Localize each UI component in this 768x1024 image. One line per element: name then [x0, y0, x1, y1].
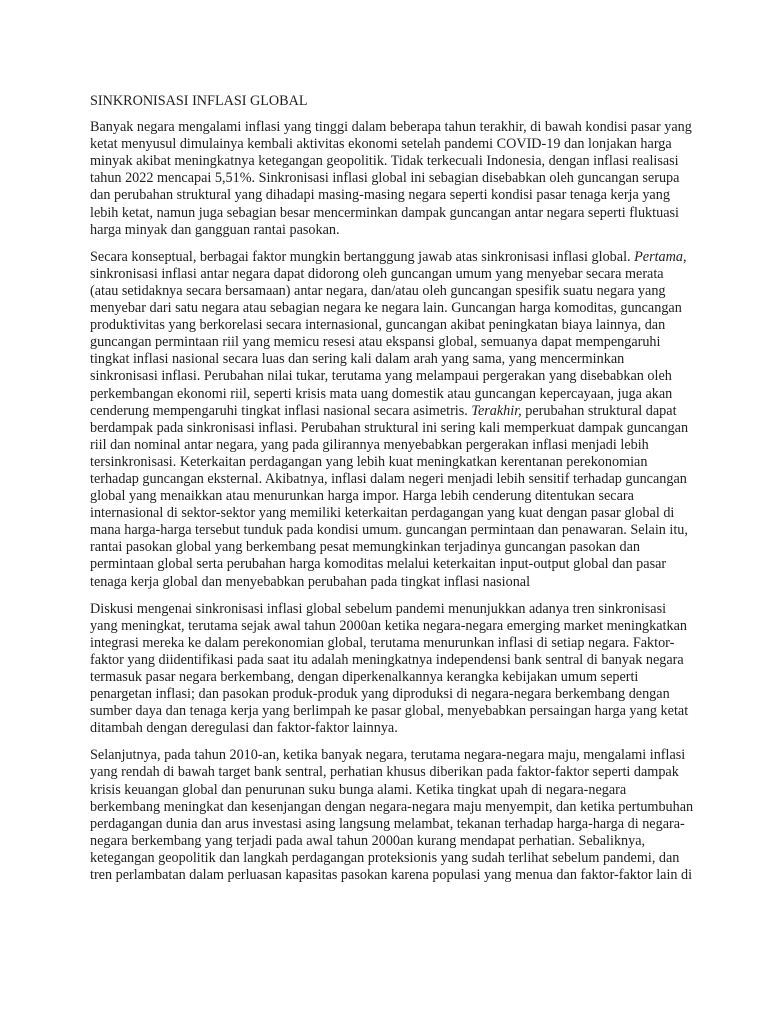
text-line: Selanjutnya, pada tahun 2010-an, ketika banyak negara, terutama negara-negara maju, mengalami inflasi [90, 747, 686, 764]
text-line [90, 403, 690, 420]
text-line: tersinkronisasi. Keterkaitan perdagangan yang lebih kuat meningkatkan kerentanan perekonomian [90, 453, 648, 470]
text-line: berkembang meningkat dan kesenjangan dengan negara-negara maju menyempit, dan ketika pertumbuhan [90, 798, 694, 815]
text-line: krisis keuangan global dan penurunan suku bunga alami. Ketika tingkat upah di negara-negara [90, 781, 627, 798]
text-segment: , [682, 248, 687, 265]
text-line: sumber daya dan tenaga kerja yang berlimpah ke pasar global, menyebabkan persaingan harga yang ketat [90, 703, 689, 720]
text-line: yang rendah di bawah target bank sentral, perhatian khusus diberikan pada faktor-faktor seperti dampak [90, 764, 679, 781]
text-segment: Secara konseptual, berbagai faktor mungkin bertanggung jawab atas sinkronisasi inflasi global. [90, 248, 631, 265]
paragraph-3 [90, 601, 690, 738]
text-line: integrasi mereka ke dalam perekonomian global, terutama menurunkan inflasi di setiap negara. Faktor- [90, 634, 675, 651]
text-line: perkembangan ekonomi riil, seperti krisis mata uang domestik atau guncangan kepercayaan, juga akan [90, 385, 673, 402]
text-line: sinkronisasi inflasi antar negara dapat didorong oleh guncangan umum yang menyebar secara merata [90, 265, 664, 282]
text-line: yang meningkat, terutama sejak awal tahun 2000an ketika negara-negara emerging market meningkatkan [90, 617, 687, 634]
text-line: harga minyak dan gangguan rantai pasokan. [90, 221, 340, 238]
text-line: ditambah dengan deregulasi dan faktor-faktor lainnya. [90, 720, 398, 737]
text-line: produktivitas yang berkorelasi secara internasional, guncangan akibat peningkatan biaya lainnya, dan [90, 317, 666, 334]
text-line: riil dan nominal antar negara, yang pada gilirannya menyebabkan pergerakan inflasi menjadi lebih [90, 436, 649, 453]
text-line: rantai pasokan global yang berkembang pesat memungkinkan terjadinya guncangan pasokan dan [90, 539, 640, 556]
text-line: lebih ketat, namun juga sebagian besar mencerminkan dampak guncangan antar negara seperti fluktuasi [90, 204, 679, 221]
paragraph-2 [90, 249, 690, 591]
text-segment: perubahan struktural dapat [525, 402, 677, 419]
italic-terakhir: Terakhir, [471, 402, 522, 419]
text-segment: cenderung mempengaruhi tingkat inflasi nasional secara asimetris. [90, 402, 468, 419]
text-line: dan perubahan struktural yang dihadapi masing-masing negara seperti kondisi pasar tenaga kerja yang [90, 187, 670, 204]
text-line: global yang menaikkan atau menurunkan harga impor. Harga lebih cenderung ditentukan secara [90, 488, 634, 505]
text-line: minyak akibat meningkatnya ketegangan geopolitik. Tidak terkecuali Indonesia, dengan inflasi realisasi [90, 153, 679, 170]
text-line [90, 249, 690, 266]
text-line: menyebar dari satu negara atau sebagian negara ke negara lain. Guncangan harga komoditas, guncangan [90, 300, 682, 317]
text-line: tahun 2022 mencapai 5,51%. Sinkronisasi inflasi global ini sebagian disebabkan oleh guncangan serupa [90, 170, 680, 187]
text-line: mana harga-harga tersebut tunduk pada kondisi umum. guncangan permintaan dan penawaran. Selain itu, [90, 522, 688, 539]
text-line: perdagangan dunia dan arus investasi asing langsung melambat, tekanan terhadap harga-harga di negara- [90, 815, 685, 832]
text-line: internasional di sektor-sektor yang memiliki keterkaitan perdagangan yang kuat dengan pasar global di [90, 505, 675, 522]
text-line: negara berkembang yang terjadi pada awal tahun 2000an kurang mendapat perhatian. Sebaliknya, [90, 832, 646, 849]
text-line: penargetan inflasi; dan pasokan produk-produk yang diproduksi di negara-negara berkembang dengan [90, 686, 670, 703]
text-line: (atau setidaknya secara bersamaan) antar negara, dan/atau oleh guncangan spesifik suatu negara yang [90, 282, 666, 299]
text-line: ketegangan geopolitik dan langkah perdagangan proteksionis yang sudah terlihat sebelum pandemi, dan [90, 849, 680, 866]
text-line: tingkat inflasi nasional secara luas dan sering kali dalam arah yang sama, yang mencerminkan [90, 351, 625, 368]
paragraph-1 [90, 119, 690, 239]
text-line: termasuk pasar negara berkembang, dengan diperkenalkannya kerangka kebijakan umum seperti [90, 669, 639, 685]
document-title: SINKRONISASI INFLASI GLOBAL [90, 93, 308, 109]
text-line: ketat menyusul dimulainya kembali aktivitas ekonomi setelah pandemi COVID-19 dan lonjakan harga [90, 136, 672, 153]
text-line: faktor yang diidentifikasi pada saat itu adalah meningkatnya independensi bank sentral di banyak negara [90, 651, 684, 668]
italic-pertama: Pertama [634, 248, 683, 265]
text-line: guncangan permintaan riil yang memicu resesi atau ekspansi global, semuanya dapat mempengaruhi [90, 334, 661, 351]
paragraph-4 [90, 747, 694, 884]
text-line: Banyak negara mengalami inflasi yang tinggi dalam beberapa tahun terakhir, di bawah kondisi pasar yang [90, 119, 692, 136]
text-line: Diskusi mengenai sinkronisasi inflasi global sebelum pandemi menunjukkan adanya tren sinkronisasi [90, 600, 667, 617]
text-line: tren perlambatan dalam perluasan kapasitas pasokan karena populasi yang menua dan faktor-faktor lain di [90, 867, 693, 884]
text-line: berdampak pada sinkronisasi inflasi. Perubahan struktural ini sering kali memperkuat dampak guncangan [90, 419, 689, 436]
text-line: permintaan global serta perubahan harga komoditas melalui keterkaitan input-output global dan pasar [90, 556, 667, 573]
text-line: terhadap guncangan eksternal. Akibatnya, inflasi dalam negeri menjadi lebih sensitif terhadap guncangan [90, 470, 687, 487]
document-page [90, 93, 694, 894]
text-line: tenaga kerja global dan menyebabkan perubahan pada tingkat inflasi nasional [90, 573, 531, 590]
text-line: sinkronisasi inflasi. Perubahan nilai tukar, terutama yang melampaui pergerakan yang disebabkan oleh [90, 368, 672, 385]
